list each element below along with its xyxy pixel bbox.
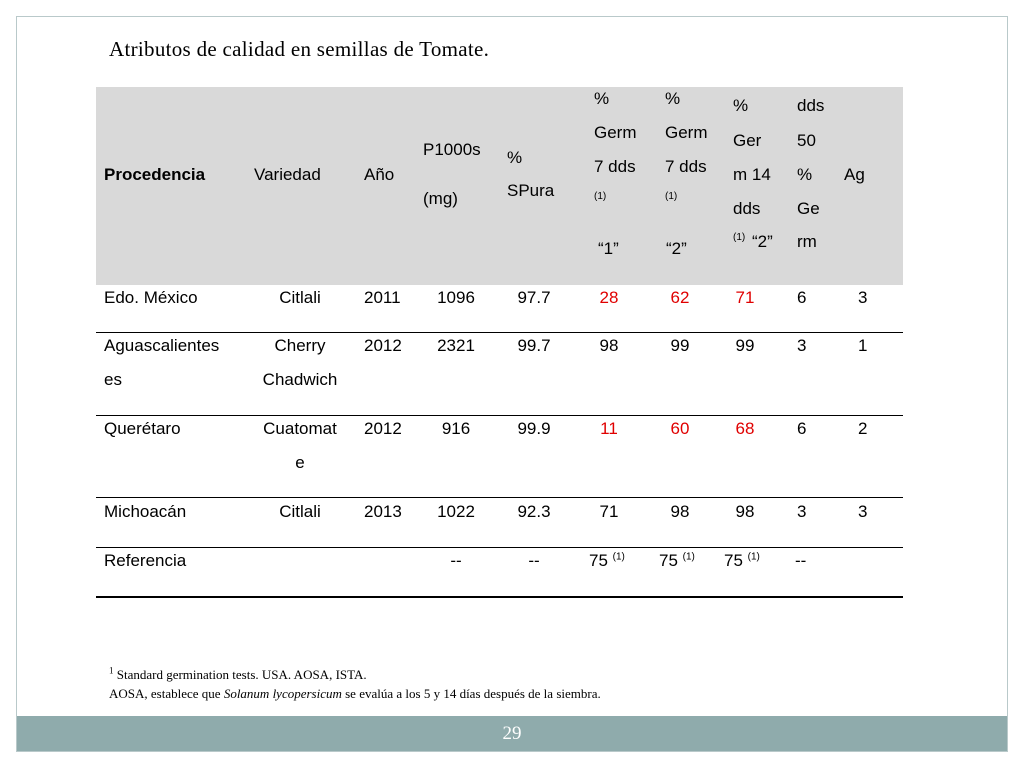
reference-germ2: 75 $^{(1)}$ — [659, 551, 695, 570]
cell-p1000: 1096 — [437, 288, 475, 307]
header-germ2-line4: “2” — [666, 239, 687, 258]
header-dds50-line5: rm — [797, 232, 817, 251]
header-germ1-line3: 7 dds — [594, 157, 636, 176]
header-germ14-line4: dds — [733, 199, 761, 218]
cell-variedad: Citlali — [279, 502, 321, 521]
reference-germ14: 75 $^{(1)}$ — [724, 551, 760, 570]
slide-title: Atributos de calidad en semillas de Tomate. — [109, 37, 490, 61]
cell-germ14: 71 — [735, 288, 755, 307]
cell-germ1: 11 — [600, 419, 618, 438]
header-p1000-line2: (mg) — [423, 189, 458, 208]
reference-p1000: -- — [450, 551, 462, 570]
footer-bar — [17, 716, 1007, 751]
cell-dds50: 3 — [797, 336, 807, 355]
cell-anio: 2011 — [364, 288, 401, 307]
header-germ1-line4: “1” — [598, 239, 619, 258]
header-variedad: Variedad — [254, 165, 321, 184]
cell-germ1: 28 — [599, 288, 619, 307]
cell-germ2: 99 — [670, 336, 690, 355]
page-number: 29 — [502, 723, 522, 744]
header-spura-line1: % — [507, 148, 523, 167]
cell-variedad: Cherry — [274, 336, 326, 355]
cell-spura: 92.3 — [517, 502, 551, 521]
header-germ2-line1: % — [665, 89, 681, 108]
cell-procedencia: Querétaro — [104, 419, 181, 438]
cell-germ2: 60 — [670, 419, 690, 438]
reference-germ1: 75 $^{(1)}$ — [589, 551, 625, 570]
header-germ1-line2: Germ — [594, 123, 637, 142]
cell-ag: 3 — [858, 502, 868, 521]
cell-germ1: 71 — [599, 502, 619, 521]
header-germ14-line3: m 14 — [733, 165, 771, 184]
cell-variedad-wrap: Chadwich — [262, 370, 338, 389]
cell-procedencia: Edo. México — [104, 288, 198, 307]
cell-variedad-wrap: e — [295, 453, 305, 472]
header-germ1-line1: % — [594, 89, 610, 108]
cell-ag: 3 — [858, 288, 868, 307]
header-dds50-line2: 50 — [797, 131, 816, 150]
cell-p1000: 916 — [441, 419, 471, 438]
table-header-background — [96, 87, 903, 285]
reference-mark: (1) — [747, 551, 760, 563]
header-germ14-line2: Ger — [733, 131, 762, 150]
cell-spura: 99.7 — [517, 336, 551, 355]
header-p1000-line1: P1000s — [423, 140, 481, 159]
footnote-2: AOSA, establece que Solanum lycopersicum se evalúa a los 5 y 14 días después de la siembra. — [109, 686, 601, 701]
header-dds50-line1: dds — [797, 96, 825, 115]
cell-germ1: 98 — [599, 336, 619, 355]
header-dds50-line3: % — [797, 165, 813, 184]
table-bottom-border — [96, 596, 903, 598]
header-germ14-line5: “2” — [752, 232, 773, 251]
header-germ2-line2: Germ — [665, 123, 708, 142]
cell-procedencia: Aguascalientes — [104, 336, 220, 355]
header-germ1-ref: (1) — [594, 191, 607, 202]
reference-mark: (1) — [612, 551, 625, 563]
header-germ14-ref: (1) — [733, 232, 746, 243]
reference-dds50: -- — [795, 551, 807, 570]
header-anio: Año — [364, 165, 395, 184]
reference-mark: (1) — [682, 551, 695, 563]
cell-germ14: 68 — [735, 419, 755, 438]
cell-ag: 2 — [858, 419, 868, 438]
cell-procedencia: Michoacán — [104, 502, 187, 521]
cell-variedad: Cuatomat — [263, 419, 337, 438]
cell-germ2: 62 — [670, 288, 690, 307]
cell-anio: 2012 — [364, 419, 402, 438]
cell-p1000: 2321 — [437, 336, 475, 355]
cell-spura: 97.7 — [517, 288, 551, 307]
cell-germ14: 99 — [735, 336, 755, 355]
header-procedencia: Procedencia — [104, 165, 206, 184]
reference-label: Referencia — [104, 551, 187, 570]
cell-anio: 2013 — [364, 502, 402, 521]
cell-spura: 99.9 — [517, 419, 551, 438]
cell-anio: 2012 — [364, 336, 402, 355]
cell-dds50: 3 — [797, 502, 807, 521]
header-ag: Ag — [844, 165, 865, 184]
cell-procedencia-wrap: es — [104, 370, 122, 389]
header-spura-line2: SPura — [507, 181, 555, 200]
cell-dds50: 6 — [797, 419, 807, 438]
cell-germ2: 98 — [670, 502, 690, 521]
header-germ14-line1: % — [733, 96, 749, 115]
cell-p1000: 1022 — [437, 502, 475, 521]
cell-dds50: 6 — [797, 288, 807, 307]
cell-ag: 1 — [858, 336, 868, 355]
cell-germ14: 98 — [735, 502, 755, 521]
reference-spura: -- — [528, 551, 540, 570]
header-dds50-line4: Ge — [797, 199, 820, 218]
header-germ2-ref: (1) — [665, 191, 678, 202]
footnote-1: $^1$ Standard germination tests. USA. AOSA, ISTA. — [109, 665, 367, 682]
header-germ2-line3: 7 dds — [665, 157, 707, 176]
cell-variedad: Citlali — [279, 288, 321, 307]
